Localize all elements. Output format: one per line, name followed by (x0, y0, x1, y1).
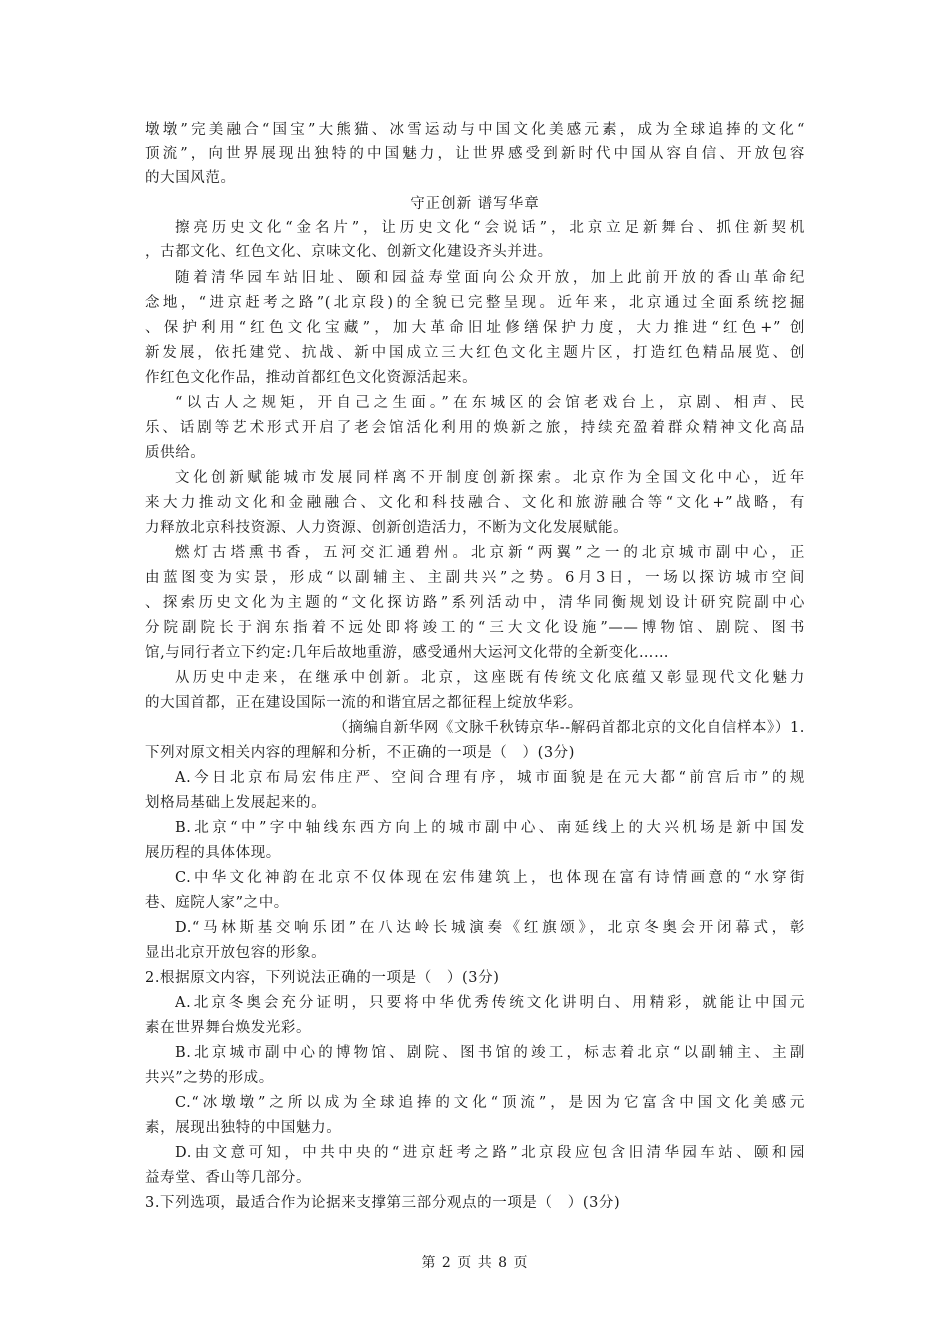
section-heading: 守正创新 谱写华章 (410, 196, 540, 212)
text-line: 划格局基础上发展起来的。 (145, 795, 327, 811)
text-line: 从历史中走来，在继承中创新。北京，这座既有传统文化底蕴又彰显现代文化魅力 (175, 670, 805, 686)
text-line: 擦亮历史文化“金名片”，让历史文化“会说话”，北京立足新舞台、抓住新契机 (175, 220, 805, 236)
option-2b: B.北京城市副中心的博物馆、剧院、图书馆的竣工，标志着北京“以副辅主、主副 (175, 1045, 805, 1061)
option-2c: C.“冰墩墩”之所以成为全球追捧的文化“顶流”，是因为它富含中国文化美感元 (175, 1095, 805, 1111)
text-line: 力释放北京科技资源、人力资源、创新创造活力，不断为文化发展赋能。 (145, 520, 629, 536)
text-line: 馆,与同行者立下约定:几年后故地重游，感受通州大运河文化带的全新变化…… (145, 645, 670, 661)
text-line: 素，展现出独特的中国魅力。 (145, 1120, 342, 1136)
question-3: 3.下列选项，最适合作为论据来支撑第三部分观点的一项是（ ）(3分) (145, 1195, 621, 1211)
question-1: 下列对原文相关内容的理解和分析，不正确的一项是（ ）(3分) (145, 745, 576, 761)
option-1a: A.今日北京布局宏伟庄严、空间合理有序，城市面貌是在元大都“前宫后市”的规 (175, 770, 805, 786)
text-line: 由蓝图变为实景，形成“以副辅主、主副共兴”之势。6月3日，一场以探访城市空间 (145, 570, 805, 586)
text-line: 乐、话剧等艺术形式开启了老会馆活化利用的焕新之旅，持续充盈着群众精神文化高品 (145, 420, 805, 436)
text-line: 念地，“进京赶考之路”(北京段)的全貌已完整呈现。近年来，北京通过全面系统挖掘 (145, 295, 805, 311)
text-line: 新发展，依托建党、抗战、新中国成立三大红色文化主题片区，打造红色精品展览、创 (145, 345, 805, 361)
text-line: 、探索历史文化为主题的“文化探访路”系列活动中，清华同衡规划设计研究院副中心 (145, 595, 805, 611)
text-line: 燃灯古塔熏书香，五河交汇通碧州。北京新“两翼”之一的北京城市副中心，正 (175, 545, 805, 561)
option-1b: B.北京“中”字中轴线东西方向上的城市副中心、南延线上的大兴机场是新中国发 (175, 820, 805, 836)
text-line: 显出北京开放包容的形象。 (145, 945, 327, 961)
text-line: 的大国风范。 (145, 170, 236, 186)
text-line: 共兴”之势的形成。 (145, 1070, 274, 1086)
text-line: 顶流”，向世界展现出独特的中国魅力，让世界感受到新时代中国从容自信、开放包容 (145, 146, 805, 162)
option-2d: D.由文意可知，中共中央的“进京赶考之路”北京段应包含旧清华园车站、颐和园 (175, 1145, 805, 1161)
text-line: 巷、庭院人家”之中。 (145, 895, 289, 911)
option-2a: A.北京冬奥会充分证明，只要将中华优秀传统文化讲明白、用精彩，就能让中国元 (175, 995, 805, 1011)
text-line: 质供给。 (145, 445, 206, 461)
option-1d: D.“马林斯基交响乐团”在八达岭长城演奏《红旗颂》，北京冬奥会开闭幕式，彰 (175, 920, 805, 936)
text-line: 文化创新赋能城市发展同样离不开制度创新探索。北京作为全国文化中心，近年 (175, 470, 805, 486)
option-1c: C.中华文化神韵在北京不仅体现在宏伟建筑上，也体现在富有诗情画意的“水穿街 (175, 870, 805, 886)
text-line: 随着清华园车站旧址、颐和园益寿堂面向公众开放，加上此前开放的香山革命纪 (175, 270, 805, 286)
page-number: 第 2 页 共 8 页 (421, 1255, 529, 1271)
text-line: 墩墩”完美融合“国宝”大熊猫、冰雪运动与中国文化美感元素，成为全球追捧的文化“ (145, 122, 805, 138)
text-line: 展历程的具体体现。 (145, 845, 281, 861)
text-line: ，古都文化、红色文化、京味文化、创新文化建设齐头并进。 (145, 244, 553, 260)
text-line: 益寿堂、香山等几部分。 (145, 1170, 312, 1186)
text-line: “以古人之规矩，开自己之生面。”在东城区的会馆老戏台上，京剧、相声、民 (175, 395, 805, 411)
text-line: 来大力推动文化和金融融合、文化和科技融合、文化和旅游融合等“文化+”战略，有 (145, 495, 805, 511)
text-line: 的大国首都，正在建设国际一流的和谐宜居之都征程上绽放华彩。 (145, 695, 583, 711)
text-line: 分院副院长于润东指着不远处即将竣工的“三大文化设施”——博物馆、剧院、图书 (145, 620, 805, 636)
text-line: 素在世界舞台焕发光彩。 (145, 1020, 312, 1036)
text-line: 作红色文化作品，推动首都红色文化资源活起来。 (145, 370, 478, 386)
source-citation: （摘编自新华网《文脉千秋铸京华--解码首都北京的文化自信样本》）1. (333, 720, 805, 736)
text-line: 、保护利用“红色文化宝藏”，加大革命旧址修缮保护力度，大力推进“红色+” 创 (145, 320, 805, 336)
question-2: 2.根据原文内容，下列说法正确的一项是（ ）(3分) (145, 970, 500, 986)
